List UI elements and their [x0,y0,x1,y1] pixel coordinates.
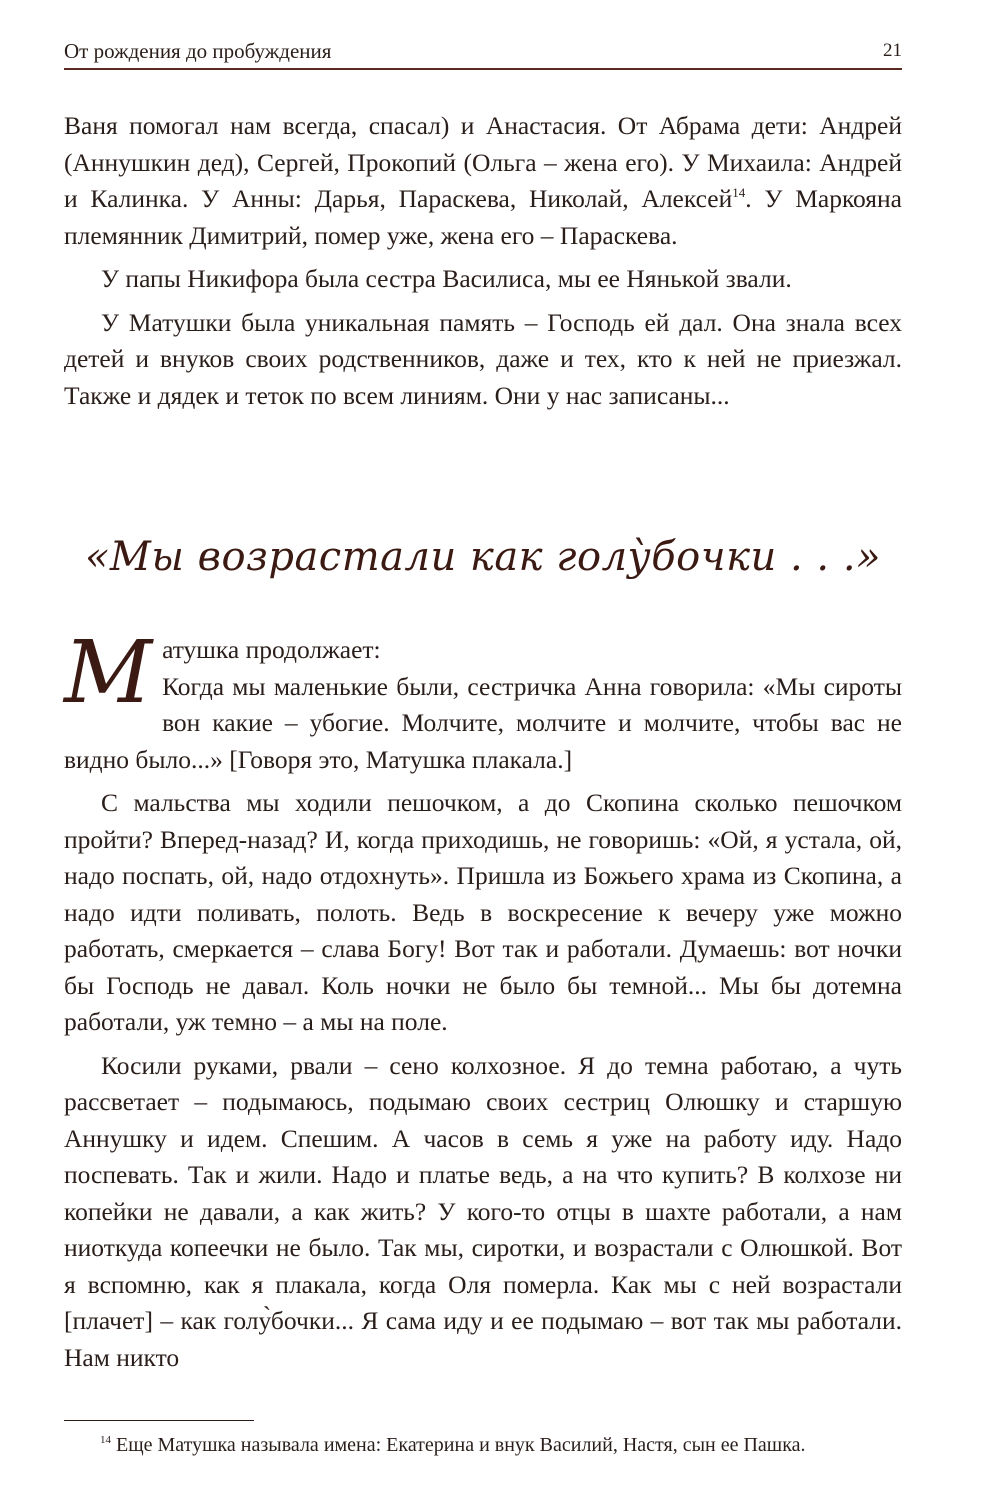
running-title: От рождения до пробуждения [64,39,332,63]
paragraph: У папы Никифора была сестра Василиса, мы ее Нянькой звали. [101,264,792,293]
paragraph-text: Когда мы маленькие были, сестричка Анна говорила: «Мы сироты вон какие – убогие. Молчите, молчите и молчите, чтобы вас не видно было...» [Говоря это, Матушка плакала.] [64,671,902,774]
drop-cap: М [64,623,153,723]
paragraph-text: Ваня помогал нам всегда, спасал) и Анастасия. От Абрама дети: Андрей (Аннушкин дед), Сергей, Прокопий (Ольга – жена его). У Михаила: Андрей и Калинка. У Анны: Дарья, Параскева, Николай, Алексей [64,111,902,213]
paragraph: У Матушки была уникальная память – Господь ей дал. Она знала всех детей и внуков своих родственников, даже и тех, кто к ней не приезжал. Также и дядек и теток по всем линиям. Они у нас записаны... [64,307,902,410]
footnote-ref[interactable]: 14 [732,185,746,200]
intro-text [64,108,902,421]
section-title: «Мы возрастали как голу̀бочки . . .» [84,534,882,580]
paragraph-text: атушка продолжает: [162,635,381,664]
section-text [64,623,902,1383]
footnote-text: Еще Матушка называла имена: Екатерина и внук Василий, Настя, сын ее Пашка. [116,1434,806,1456]
paragraph [64,623,902,778]
paragraph: С мальства мы ходили пешочком, а до Скопина сколько пешочком пройти? Вперед-назад? И, когда приходишь, не говоришь: «Ой, я устала, ой, надо поспать, ой, надо отдохнуть». Пришла из Божьего храма из Скопина, а надо идти поливать, полоть. Ведь в воскресение к вечеру уже можно работать, смеркается – слава Богу! Вот так и работали. Думаешь: вот ночки бы Господь не давал. Коль ночки не было бы темной... Мы бы дотемна работали, уж темно – а мы на поле. [64,788,902,1036]
paragraph: Косили руками, рвали – сено колхозное. Я до темна работаю, а чуть рассветает – подымаюсь, подымаю своих сестриц Олюшку и старшую Аннушку и идем. Спешим. А часов в семь я уже на работу иду. Надо поспевать. Так и жили. Надо и платье ведь, а на что купить? В колхозе ни копейки не давали, а как жить? У кого-то отцы в шахте работали, а нам ниоткуда копеечки не было. Так мы, сиротки, и возрастали с Олюшкой. Вот я вспомню, как я плакала, когда Оля померла. Как мы с ней возрастали [плачет] – как голу̀бочки... Я сама иду и ее подымаю – вот так мы работали. Нам никто [64,1050,902,1372]
paragraph-text: . У Маркояна племянник Димитрий, помер уже, жена его – Параскева. [64,184,902,250]
footnote-divider [64,1420,254,1421]
paragraph [64,108,902,254]
footnote-number: 14 [100,1434,111,1446]
footnote [100,1432,930,1458]
running-header [64,28,902,70]
page-number: 21 [883,40,902,61]
